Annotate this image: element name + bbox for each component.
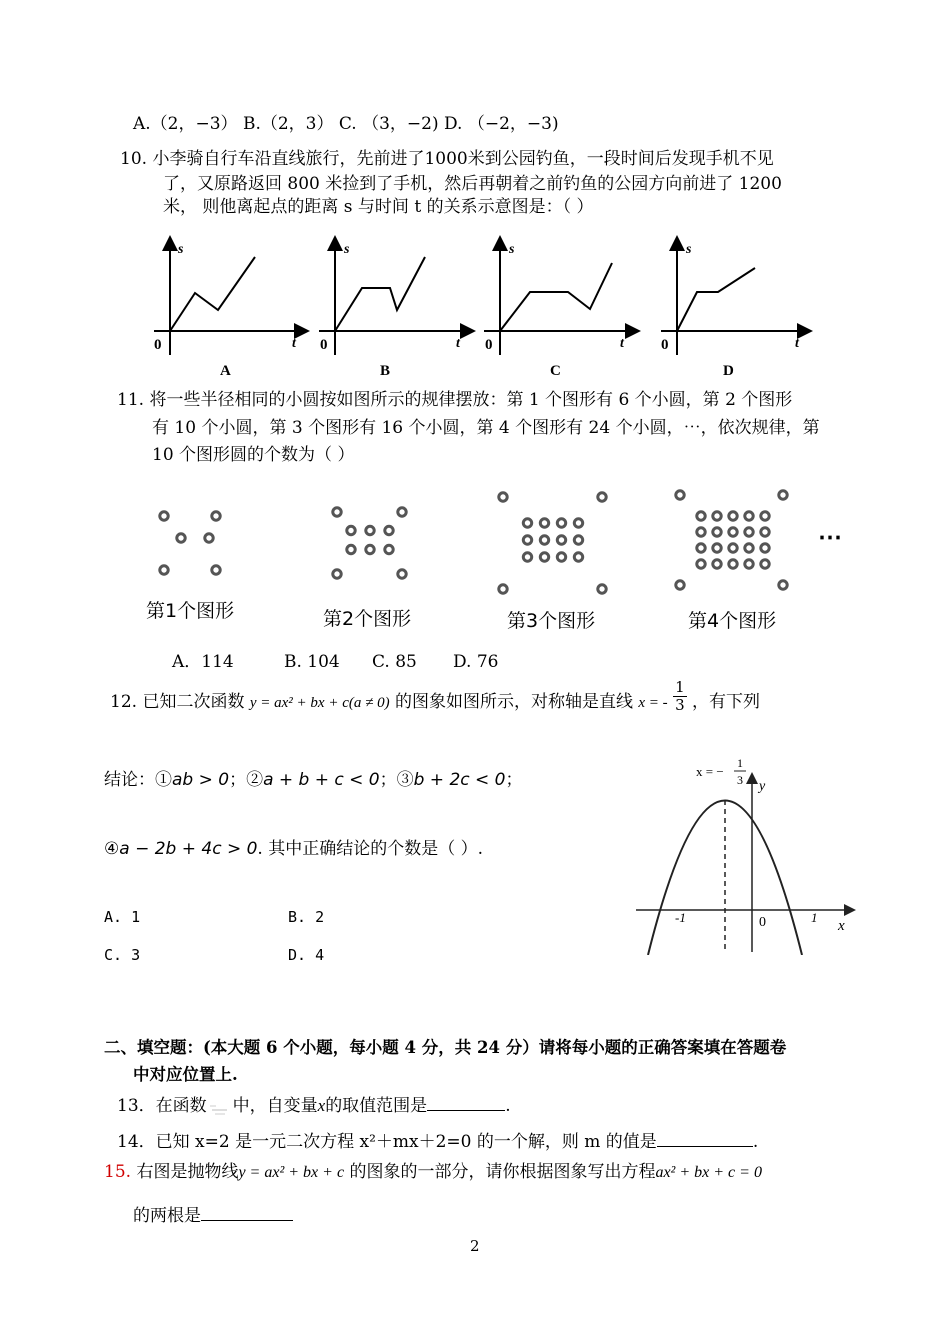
- q11-line1: 11. 将一些半径相同的小圆按如图所示的规律摆放：第 1 个图形有 6 个小圆，第 2 个图形: [117, 390, 793, 410]
- section2-heading-line2: 中对应位置上.: [133, 1065, 238, 1084]
- inner-circle: [540, 553, 548, 561]
- graph-axis-eq: x = −: [696, 764, 724, 779]
- inner-circle: [697, 528, 705, 536]
- inner-circle: [729, 528, 737, 536]
- q11-option-c: C. 85: [372, 652, 417, 672]
- q12-conclusions: 结论：①ab > 0；②a + b + c < 0；③b + 2c < 0；: [104, 770, 523, 790]
- inner-circle: [713, 512, 721, 520]
- inner-circle: [713, 560, 721, 568]
- pattern-2: [333, 508, 406, 578]
- q11-option-a: A．114: [172, 652, 234, 672]
- inner-circle: [347, 526, 355, 534]
- graph-d-label: D: [723, 363, 734, 379]
- graph-b: [319, 242, 468, 379]
- q13-var: x: [317, 1096, 326, 1115]
- pattern-ellipsis: ⋯: [818, 525, 842, 551]
- corner-circle: [676, 491, 684, 499]
- q13-answer-blank[interactable]: [427, 1092, 505, 1111]
- inner-circle: [729, 560, 737, 568]
- q12-formula: y = ax² + bx + c(a ≠ 0): [249, 695, 390, 711]
- inner-circle: [557, 553, 565, 561]
- graph-d-origin: 0: [661, 337, 669, 353]
- inner-circle: [761, 560, 769, 568]
- q11-line2: 有 10 个小圆，第 3 个图形有 16 个小圆，第 4 个图形有 24 个小圆，⋯，依次规律，第: [152, 418, 820, 438]
- q10-line2: 了，又原路返回 800 米捡到了手机，然后再朝着之前钓鱼的公园方向前进了 1200: [163, 174, 782, 194]
- corner-circle: [676, 581, 684, 589]
- graph-axis-num: 1: [737, 756, 743, 770]
- section2-heading: 二、填空题：(本大题 6 个小题，每小题 4 分，共 24 分）请将每小题的正确答案填在答题卷: [104, 1038, 787, 1057]
- inner-circle: [557, 536, 565, 544]
- conclusion-1: ab > 0: [172, 770, 230, 790]
- pattern-caption-4: 第4个图形: [688, 610, 777, 632]
- inner-circle: [366, 526, 374, 534]
- inner-circle: [574, 519, 582, 527]
- inner-circle: [540, 519, 548, 527]
- corner-circle: [499, 493, 507, 501]
- q12-parabola-graph: [628, 740, 858, 955]
- graph-b-t: t: [456, 336, 460, 351]
- q11-option-d: D. 76: [453, 652, 499, 672]
- inner-circle: [523, 553, 531, 561]
- corner-circle: [598, 493, 606, 501]
- inner-circle: [745, 544, 753, 552]
- pattern-caption-1: 第1个图形: [146, 600, 235, 622]
- pattern-caption-2: 第2个图形: [323, 608, 412, 630]
- graph-b-s: s: [344, 242, 350, 257]
- graph-axis-den: 3: [737, 773, 743, 787]
- graph-a-s: s: [178, 242, 184, 257]
- q12-suffix: ，有下列: [692, 692, 761, 712]
- corner-circle: [333, 508, 341, 516]
- q13: 13．在函数 中，自变量x的取值范围是 .: [117, 1092, 511, 1118]
- inner-circle: [347, 545, 355, 553]
- inner-circle: [697, 512, 705, 520]
- q12-axis-lhs: x = -: [638, 695, 668, 711]
- inner-circle: [713, 544, 721, 552]
- q9-options: A.（2，−3） B.（2，3） C. （3，−2) D. （−2，−3): [133, 114, 559, 134]
- inner-circle: [385, 526, 393, 534]
- inner-circle: [697, 544, 705, 552]
- conclusion-2: a + b + c < 0: [263, 770, 380, 790]
- graph-d-s: s: [686, 242, 692, 257]
- page-number: 2: [470, 1237, 480, 1255]
- graph-c-t: t: [620, 336, 624, 351]
- graph-tick-neg: -1: [675, 910, 686, 925]
- graph-a-origin: 0: [154, 337, 162, 353]
- graph-c-label: C: [550, 363, 561, 379]
- graph-a-label: A: [220, 363, 231, 379]
- q12-option-c: C. 3: [104, 946, 141, 964]
- corner-circle: [779, 491, 787, 499]
- graph-d-t: t: [795, 336, 799, 351]
- graph-tick-pos: 1: [811, 910, 818, 925]
- inner-circle: [729, 544, 737, 552]
- inner-circle: [557, 519, 565, 527]
- graph-c: [484, 242, 633, 379]
- q15-line2: 的两根是: [133, 1202, 293, 1228]
- corner-circle: [333, 570, 341, 578]
- q15-answer-blank[interactable]: [201, 1202, 293, 1221]
- inner-circle: [745, 560, 753, 568]
- q14-answer-blank[interactable]: [657, 1128, 753, 1147]
- graph-origin: 0: [759, 915, 766, 930]
- inner-circle: [574, 536, 582, 544]
- corner-circle: [398, 570, 406, 578]
- inner-circle: [205, 534, 213, 542]
- q12-conclusion4: ④a − 2b + 4c > 0. 其中正确结论的个数是（ ）.: [104, 839, 484, 859]
- corner-circle: [160, 566, 168, 574]
- q12-line1: [110, 678, 761, 715]
- inner-circle: [761, 544, 769, 552]
- inner-circle: [366, 545, 374, 553]
- inner-circle: [729, 512, 737, 520]
- inner-circle: [177, 534, 185, 542]
- graph-c-origin: 0: [485, 337, 493, 353]
- inner-circle: [745, 528, 753, 536]
- q12-prefix: 12. 已知二次函数: [110, 692, 245, 712]
- inner-circle: [574, 553, 582, 561]
- q12-option-b: B. 2: [288, 908, 325, 926]
- q11-line3: 10 个图形圆的个数为（ ）: [152, 445, 355, 465]
- graph-c-s: s: [509, 242, 515, 257]
- q10-line3: 米， 则他离起点的距离 s 与时间 t 的关系示意图是：（ ）: [163, 197, 594, 217]
- q15-number: 15.: [104, 1162, 132, 1182]
- inner-circle: [385, 545, 393, 553]
- inner-circle: [761, 528, 769, 536]
- corner-circle: [598, 585, 606, 593]
- corner-circle: [212, 566, 220, 574]
- q15-formula: y = ax² + bx + c: [238, 1164, 345, 1181]
- q12-option-a: A. 1: [104, 908, 141, 926]
- graph-x-label: x: [838, 918, 845, 934]
- corner-circle: [499, 585, 507, 593]
- q15-line1: 15. 右图是抛物线y = ax² + bx + c 的图象的一部分，请你根据图象写出方程ax² + bx + c = 0: [104, 1162, 762, 1182]
- q12-mid: 的图象如图所示，对称轴是直线: [394, 692, 633, 712]
- pattern-1: [160, 512, 220, 574]
- q11-option-b: B. 104: [284, 652, 340, 672]
- graph-y-label: y: [759, 779, 766, 794]
- q12-option-d: D. 4: [288, 946, 325, 964]
- q10-line1: 10. 小李骑自行车沿直线旅行，先前进了1000米到公园钓鱼，一段时间后发现手机不见: [120, 149, 774, 169]
- q10-graphs: [140, 235, 820, 385]
- pattern-3: [499, 493, 606, 593]
- q11-patterns: [140, 482, 860, 642]
- q13-tiny-formula-image: [207, 1100, 233, 1114]
- inner-circle: [523, 536, 531, 544]
- graph-b-origin: 0: [320, 337, 328, 353]
- inner-circle: [761, 512, 769, 520]
- graph-b-label: B: [380, 363, 391, 379]
- graph-a: [154, 242, 302, 379]
- graph-d: [661, 242, 805, 379]
- conclusion-4: a − 2b + 4c > 0: [119, 839, 258, 859]
- inner-circle: [713, 528, 721, 536]
- inner-circle: [523, 519, 531, 527]
- q12-fraction: $\frac{1}{3}$: [675, 678, 685, 714]
- conclusion-3: b + 2c < 0: [413, 770, 506, 790]
- corner-circle: [398, 508, 406, 516]
- corner-circle: [212, 512, 220, 520]
- q15-equation: ax² + bx + c = 0: [655, 1164, 762, 1181]
- corner-circle: [779, 581, 787, 589]
- inner-circle: [745, 512, 753, 520]
- graph-a-t: t: [292, 336, 296, 351]
- corner-circle: [160, 512, 168, 520]
- inner-circle: [540, 536, 548, 544]
- pattern-4: [676, 491, 787, 589]
- q14: 14．已知 x=2 是一元二次方程 x²＋mx＋2=0 的一个解，则 m 的值是 .: [117, 1128, 758, 1154]
- pattern-caption-3: 第3个图形: [507, 610, 596, 632]
- inner-circle: [697, 560, 705, 568]
